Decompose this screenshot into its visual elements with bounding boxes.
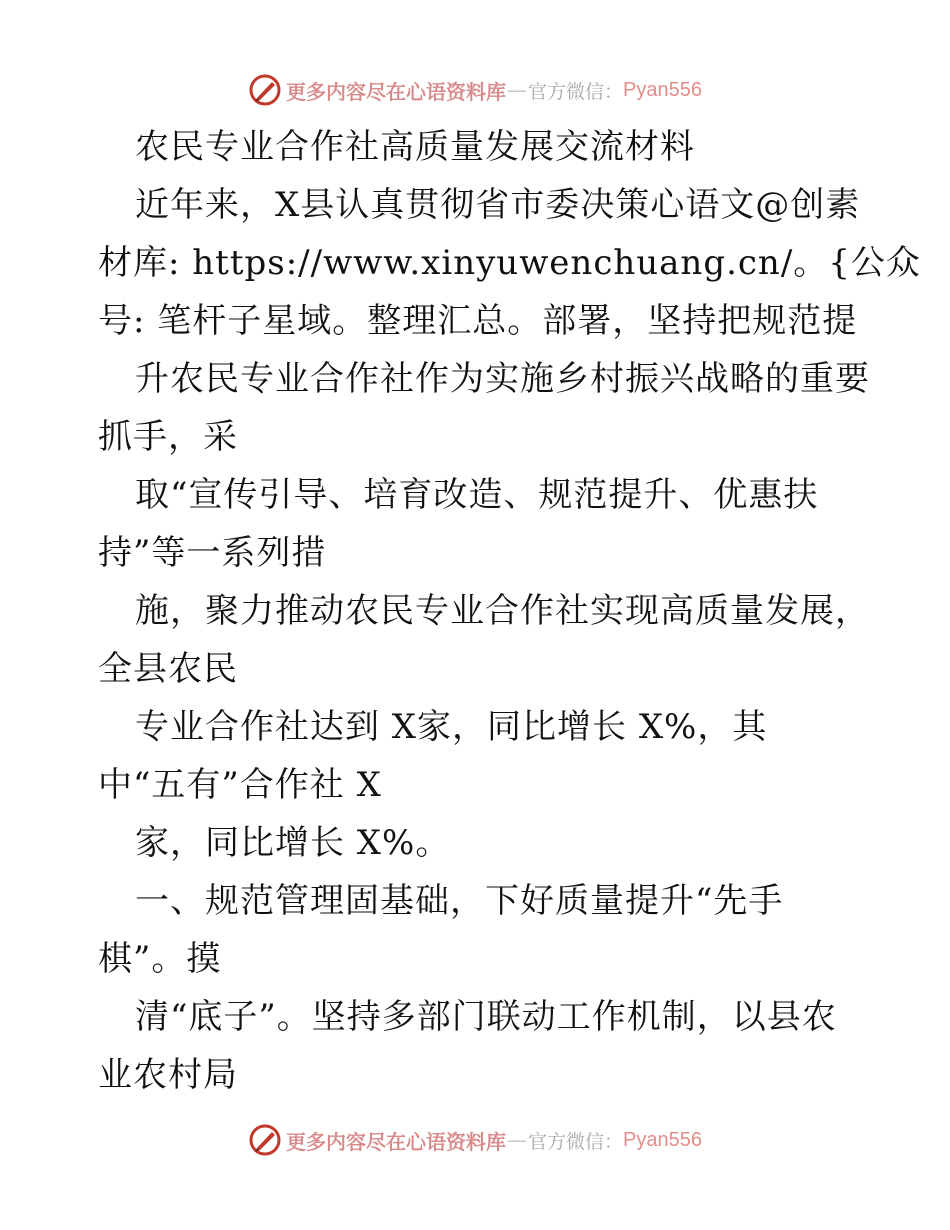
watermark-wechat-id: Pyan556 bbox=[623, 1128, 702, 1151]
paragraph-line: 取“宣传引导、培育改造、规范提升、优惠扶 bbox=[135, 475, 819, 515]
paragraph-line: 专业合作社达到 X家，同比增长 X%，其 bbox=[135, 707, 768, 747]
paragraph-line: 升农民专业合作社作为实施乡村振兴战略的重要 bbox=[135, 359, 870, 399]
watermark-dash: — bbox=[507, 78, 527, 102]
watermark-official-label: 官方微信： bbox=[528, 80, 624, 103]
paragraph-line: 施，聚力推动农民专业合作社实现高质量发展， bbox=[135, 591, 870, 631]
paragraph-line: 家，同比增长 X%。 bbox=[135, 823, 451, 863]
paragraph-line: 号: 笔杆子星域。整理汇总。部署，坚持把规范提 bbox=[98, 301, 858, 341]
paragraph-line: 棋”。摸 bbox=[98, 939, 222, 979]
document-title: 农民专业合作社高质量发展交流材料 bbox=[135, 127, 695, 167]
pen-quill-logo-icon bbox=[248, 1123, 282, 1157]
paragraph-line: 近年来，X县认真贯彻省市委决策心语文@创素 bbox=[135, 185, 861, 225]
section-heading-line: 一、规范管理固基础，下好质量提升“先手 bbox=[135, 881, 784, 921]
watermark-main-text: 更多内容尽在心语资料库 bbox=[286, 79, 506, 104]
watermark-wechat-id: Pyan556 bbox=[623, 78, 702, 101]
watermark-main-text: 更多内容尽在心语资料库 bbox=[286, 1129, 506, 1154]
paragraph-line: 材库: https://www.xinyuwenchuang.cn/。{公众 bbox=[98, 243, 921, 283]
paragraph-line: 全县农民 bbox=[98, 649, 238, 689]
paragraph-line: 抓手，采 bbox=[98, 417, 238, 457]
paragraph-line: 中“五有”合作社 X bbox=[98, 765, 382, 805]
paragraph-line: 清“底子”。坚持多部门联动工作机制，以县农 bbox=[135, 997, 837, 1037]
watermark-dash: — bbox=[507, 1128, 527, 1152]
watermark-banner-top bbox=[0, 70, 950, 110]
watermark-official-label: 官方微信： bbox=[528, 1130, 624, 1153]
watermark-banner-bottom bbox=[0, 1120, 950, 1160]
paragraph-line: 持”等一系列措 bbox=[98, 533, 327, 573]
paragraph-line: 业农村局 bbox=[98, 1055, 238, 1095]
pen-quill-logo-icon bbox=[248, 73, 282, 107]
